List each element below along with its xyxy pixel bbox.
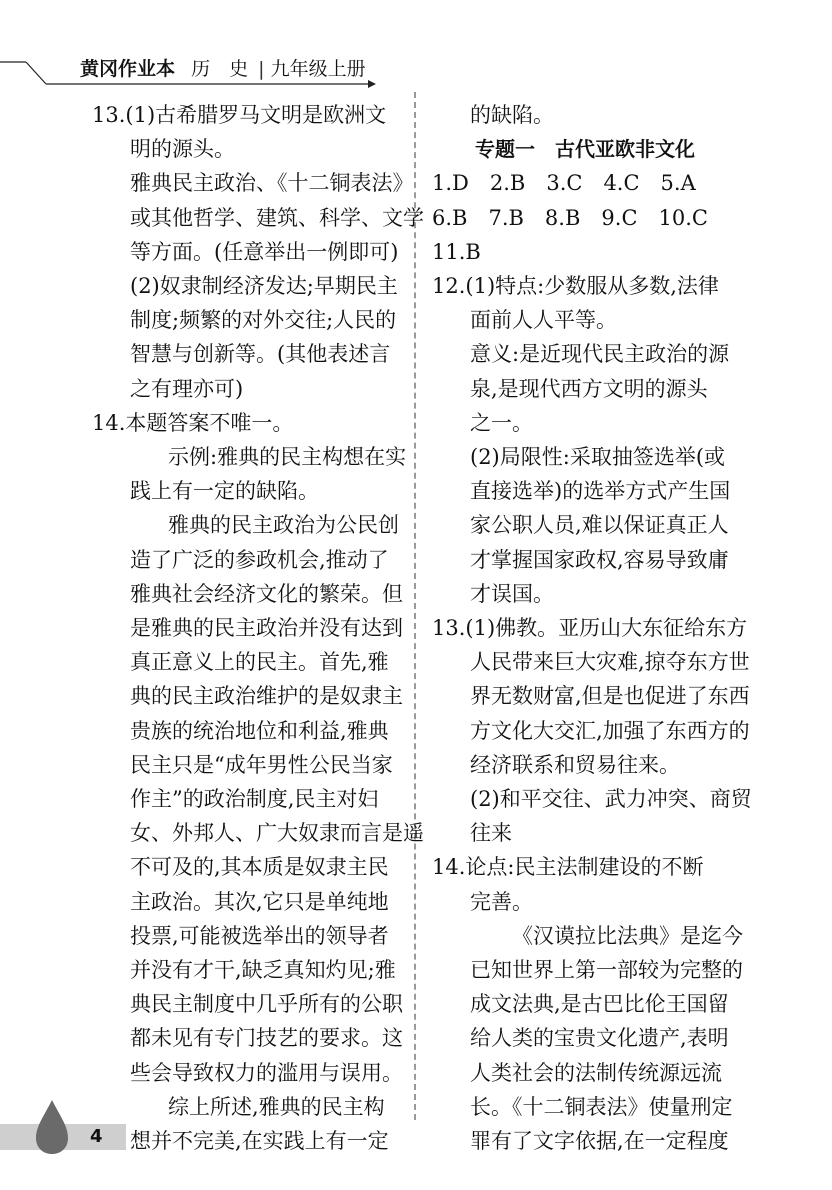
answer-line-right: 给人类的宝贵文化遗产,表明 (470, 1026, 729, 1051)
answer-line-left: 民主只是“成年男性公民当家 (130, 752, 393, 777)
answer-line-left: 是雅典的民主政治并没有达到 (130, 616, 403, 641)
answer-line-left: 雅典社会经济文化的繁荣。但 (130, 581, 403, 606)
answer-line-right: 的缺陷。 (470, 103, 554, 127)
answer-line-right: 罪有了文字依据,在一定程度 (470, 1129, 729, 1154)
answer-line-right: 长。《十二铜表法》使量刑定 (470, 1094, 733, 1119)
answer-line-left: 想并不完美,在实践上有一定 (130, 1129, 389, 1154)
answer-line-left: 雅典民主政治、《十二铜表法》 (130, 171, 414, 196)
header-subject: 历 史 (191, 58, 249, 80)
answer-line-right: 才误国。 (470, 581, 554, 606)
header-brand: 黄冈作业本 (80, 58, 176, 80)
answer-line-right: 之一。 (470, 410, 533, 435)
answer-line-right: 界无数财富,但是也促进了东西 (470, 684, 750, 709)
answer-line-left: 14.本题答案不唯一。 (92, 410, 294, 435)
answer-line-right: 1.D 2.B 3.C 4.C 5.A (432, 171, 696, 196)
right-column (432, 98, 752, 1158)
answer-line-left: 13.(1)古希腊罗马文明是欧洲文 (92, 103, 387, 127)
answer-line-left: 或其他哲学、建筑、科学、文学 (130, 205, 424, 230)
column-divider (414, 92, 416, 1120)
answer-line-left: 制度;频繁的对外交往;人民的 (130, 308, 397, 333)
answer-line-left: 女、外邦人、广大奴隶而言是遥 (130, 821, 424, 846)
header-arrow-icon (368, 80, 376, 88)
answer-line-left: (2)奴隶制经济发达;早期民主 (130, 274, 398, 299)
page-header (0, 40, 832, 100)
answer-line-left: 些会导致权力的滥用与误用。 (130, 1060, 403, 1085)
answer-line-left: 典的民主政治维护的是奴隶主 (130, 684, 403, 709)
answer-line-right: (2)局限性:采取抽签选举(或 (470, 445, 726, 470)
answer-line-right: 家公职人员,难以保证真正人 (470, 513, 729, 538)
page-number: 4 (90, 1126, 103, 1147)
answer-line-left: 都未见有专门技艺的要求。这 (130, 1026, 403, 1051)
header-title (80, 54, 366, 81)
answer-line-right: 已知世界上第一部较为完整的 (470, 958, 743, 983)
answer-line-right: 11.B (432, 239, 481, 264)
answer-line-right: 直接选举)的选举方式产生国 (470, 479, 731, 504)
answer-line-left: 明的源头。 (130, 137, 235, 162)
answer-line-left: 主政治。其次,它只是单纯地 (130, 889, 389, 914)
answer-line-right: 人民带来巨大灾难,掠夺东方世 (470, 650, 750, 675)
answer-line-left: 之有理亦可) (130, 376, 244, 401)
answer-line-left: 真正意义上的民主。首先,雅 (130, 650, 389, 675)
answer-line-left: 典民主制度中几乎所有的公职 (130, 992, 403, 1017)
answer-line-left: 示例:雅典的民主构想在实 (168, 445, 407, 470)
answer-line-right: 经济联系和贸易往来。 (470, 752, 680, 777)
answer-line-left: 不可及的,其本质是奴隶主民 (130, 855, 389, 880)
answer-line-right: 才掌握国家政权,容易导致庸 (470, 547, 729, 572)
answer-line-right: 13.(1)佛教。亚历山大东征给东方 (432, 616, 748, 641)
header-separator: | (258, 58, 265, 80)
answer-line-left: 投票,可能被选举出的领导者 (130, 923, 389, 948)
answer-line-left: 贵族的统治地位和利益,雅典 (130, 718, 389, 743)
topic-heading: 专题一 古代亚欧非文化 (475, 137, 695, 162)
header-rule-slant (26, 62, 46, 84)
answer-line-right: 完善。 (470, 889, 533, 914)
answer-line-left: 践上有一定的缺陷。 (130, 479, 319, 504)
answer-line-right: 泉,是现代西方文明的源头 (470, 376, 708, 401)
answer-line-right: 《汉谟拉比法典》是迄今 (512, 923, 743, 948)
answer-line-left: 作主”的政治制度,民主对妇 (130, 787, 379, 812)
answer-line-left: 等方面。(任意举出一例即可) (130, 239, 399, 264)
answer-line-right: 方文化大交汇,加强了东西方的 (470, 718, 750, 743)
answer-line-left: 综上所述,雅典的民主构 (168, 1094, 385, 1119)
answer-line-right: 12.(1)特点:少数服从多数,法律 (432, 274, 719, 299)
answer-line-right: 面前人人平等。 (470, 308, 617, 333)
header-grade: 九年级上册 (270, 58, 366, 80)
drop-icon (36, 1100, 68, 1154)
answer-line-right: 人类社会的法制传统源远流 (470, 1060, 722, 1085)
answer-line-left: 并没有才干,缺乏真知灼见;雅 (130, 958, 396, 983)
answer-line-right: 成文法典,是古巴比伦王国留 (470, 992, 729, 1017)
answer-line-left: 造了广泛的参政机会,推动了 (130, 547, 389, 572)
answer-line-right: (2)和平交往、武力冲突、商贸 (470, 787, 752, 812)
answer-line-right: 意义:是近现代民主政治的源 (470, 342, 730, 367)
page-footer (0, 1098, 832, 1158)
left-column (92, 98, 424, 1158)
answer-line-left: 智慧与创新等。(其他表述言 (130, 342, 391, 367)
answer-line-left: 雅典的民主政治为公民创 (168, 513, 399, 538)
answer-line-right: 往来 (470, 821, 512, 846)
answer-line-right: 6.B 7.B 8.B 9.C 10.C (432, 205, 708, 230)
answer-line-right: 14.论点:民主法制建设的不断 (432, 855, 704, 880)
footer-graphic (0, 1098, 140, 1158)
